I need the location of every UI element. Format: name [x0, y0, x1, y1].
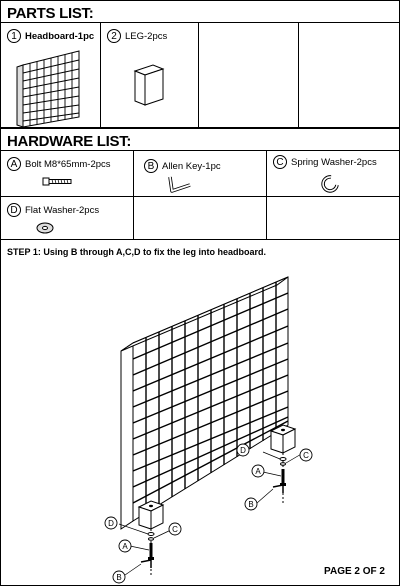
callout-letter: D: [240, 446, 246, 455]
assembly-diagram: [1, 257, 399, 587]
bolt-icon: [1, 151, 134, 197]
part-leg-label: 2 LEG-2pcs: [107, 29, 167, 43]
hardware-list-header: [1, 129, 399, 151]
leg-thumbnail-icon: [101, 23, 199, 129]
headboard-thumbnail-icon: [1, 23, 101, 129]
callout-letter: C: [172, 525, 178, 534]
hardware-allen-key-label: B Allen Key-1pc: [144, 159, 221, 173]
hardware-row-2: [1, 197, 399, 240]
page-number: PAGE 2 OF 2: [324, 566, 385, 577]
allen-key-icon: [134, 151, 267, 197]
hardware-letter: D: [7, 203, 21, 217]
part-headboard-cell: [1, 23, 101, 128]
hardware-bolt-cell: [1, 151, 134, 197]
hardware-empty-cell: [134, 197, 267, 239]
hardware-list-title: HARDWARE LIST:: [7, 133, 132, 150]
part-empty-cell: [299, 23, 399, 128]
spring-washer-icon: [267, 151, 399, 197]
callout-letter: A: [255, 467, 261, 476]
part-leg-cell: [101, 23, 199, 128]
flat-washer-icon: [1, 197, 134, 240]
hardware-bolt-label: A Bolt M8*65mm-2pcs: [7, 157, 111, 171]
hardware-allen-key-cell: [134, 151, 267, 197]
hardware-letter: B: [144, 159, 158, 173]
hardware-letter: A: [7, 157, 21, 171]
hardware-spring-washer-label: C Spring Washer-2pcs: [273, 155, 377, 169]
callout-letter: B: [248, 500, 254, 509]
part-headboard-label: 1 Headboard-1pc: [7, 29, 94, 43]
part-empty-cell: [199, 23, 299, 128]
part-number: 1: [7, 29, 21, 43]
step-1-instruction: STEP 1: Using B through A,C,D to fix the leg into headboard.: [7, 247, 267, 257]
hardware-row-1: [1, 151, 399, 197]
hardware-empty-cell: [267, 197, 399, 239]
hardware-spring-washer-cell: [267, 151, 399, 197]
parts-grid: [1, 23, 399, 129]
parts-list-header: [1, 1, 399, 23]
hardware-flat-washer-cell: [1, 197, 134, 239]
callout-letter: A: [122, 542, 128, 551]
callout-letter: D: [108, 519, 114, 528]
parts-list-title: PARTS LIST:: [7, 5, 94, 22]
hardware-flat-washer-label: D Flat Washer-2pcs: [7, 203, 99, 217]
callout-letter: C: [303, 451, 309, 460]
callout-letter: B: [116, 573, 122, 582]
part-number: 2: [107, 29, 121, 43]
hardware-letter: C: [273, 155, 287, 169]
